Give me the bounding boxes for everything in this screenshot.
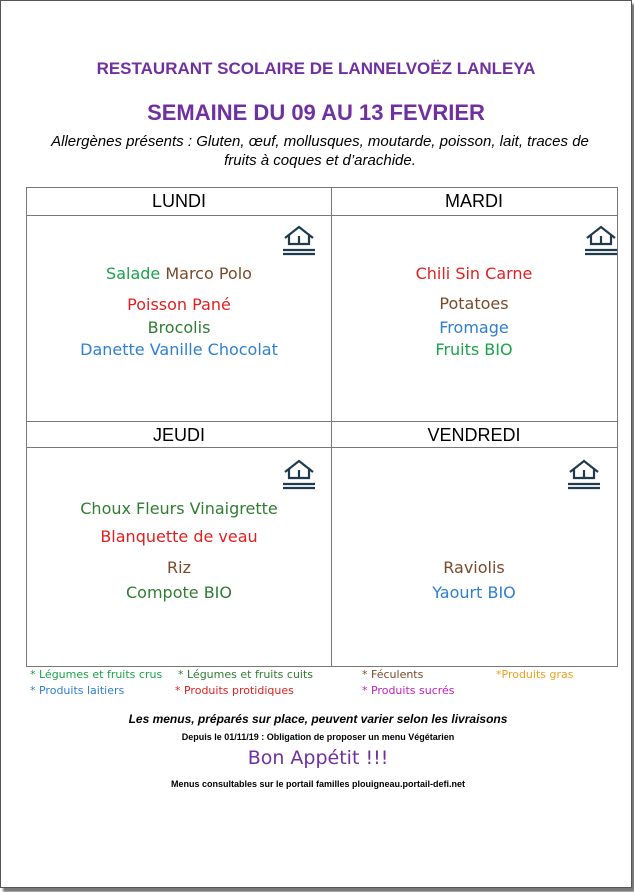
monday-side: Brocolis — [147, 318, 211, 337]
house-icon — [583, 224, 619, 256]
allergens-line-2: fruits à coques et d’arachide. — [224, 152, 416, 169]
delivery-note: Les menus, préparés sur place, peuvent varier selon les livraisons — [128, 712, 508, 726]
day-header-monday: LUNDI — [151, 191, 206, 211]
day-header-friday: VENDREDI — [427, 425, 521, 445]
house-icon — [281, 458, 317, 490]
tuesday-dessert: Fruits BIO — [435, 340, 513, 359]
legend-starchy: * Féculents — [362, 668, 424, 681]
tuesday-dairy: Fromage — [439, 318, 509, 337]
legend-fat: *Produits gras — [496, 668, 574, 681]
legend-protein: * Produits protidiques — [175, 684, 294, 697]
menu-grid — [26, 187, 618, 667]
legend-sugar: * Produits sucrés — [362, 684, 455, 697]
friday-dessert: Yaourt BIO — [432, 583, 516, 602]
monday-starter-name: Marco Polo — [165, 264, 252, 283]
monday-starter-word: Salade — [106, 264, 161, 283]
tuesday-main: Chili Sin Carne — [415, 264, 533, 283]
monday-starter — [27, 264, 331, 283]
monday-main: Poisson Pané — [127, 295, 231, 314]
thursday-starter: Choux Fleurs Vinaigrette — [80, 499, 278, 518]
day-header-tuesday: MARDI — [445, 191, 503, 211]
allergens-note — [21, 132, 619, 170]
thursday-main: Blanquette de veau — [100, 527, 258, 546]
portal-note: Menus consultables sur le portail familles plouigneau.portail-defi.net — [170, 779, 466, 789]
bon-appetit: Bon Appétit !!! — [247, 747, 389, 769]
grid-divider-bottom-header — [27, 447, 617, 448]
legend-raw: * Légumes et fruits crus — [30, 668, 163, 681]
week-title: SEMAINE DU 09 AU 13 FEVRIER — [147, 100, 485, 125]
legend-cooked: * Légumes et fruits cuits — [178, 668, 314, 681]
allergens-line-1: Allergènes présents : Gluten, œuf, mollusques, moutarde, poisson, lait, traces de — [51, 133, 589, 150]
day-header-thursday: JEUDI — [152, 425, 205, 445]
grid-divider-top-header — [27, 215, 617, 216]
restaurant-title: RESTAURANT SCOLAIRE DE LANNELVOËZ LANLEYA — [96, 59, 536, 78]
thursday-dessert: Compote BIO — [126, 583, 232, 602]
thursday-side: Riz — [167, 558, 191, 577]
tuesday-side: Potatoes — [439, 294, 509, 313]
legend-dairy: * Produits laitiers — [30, 684, 125, 697]
vegetarian-note: Depuis le 01/11/19 : Obligation de proposer un menu Végétarien — [181, 732, 455, 742]
house-icon — [566, 458, 602, 490]
monday-dessert: Danette Vanille Chocolat — [80, 340, 278, 359]
friday-main: Raviolis — [443, 558, 505, 577]
grid-divider-middle — [27, 421, 617, 422]
house-icon — [281, 224, 317, 256]
